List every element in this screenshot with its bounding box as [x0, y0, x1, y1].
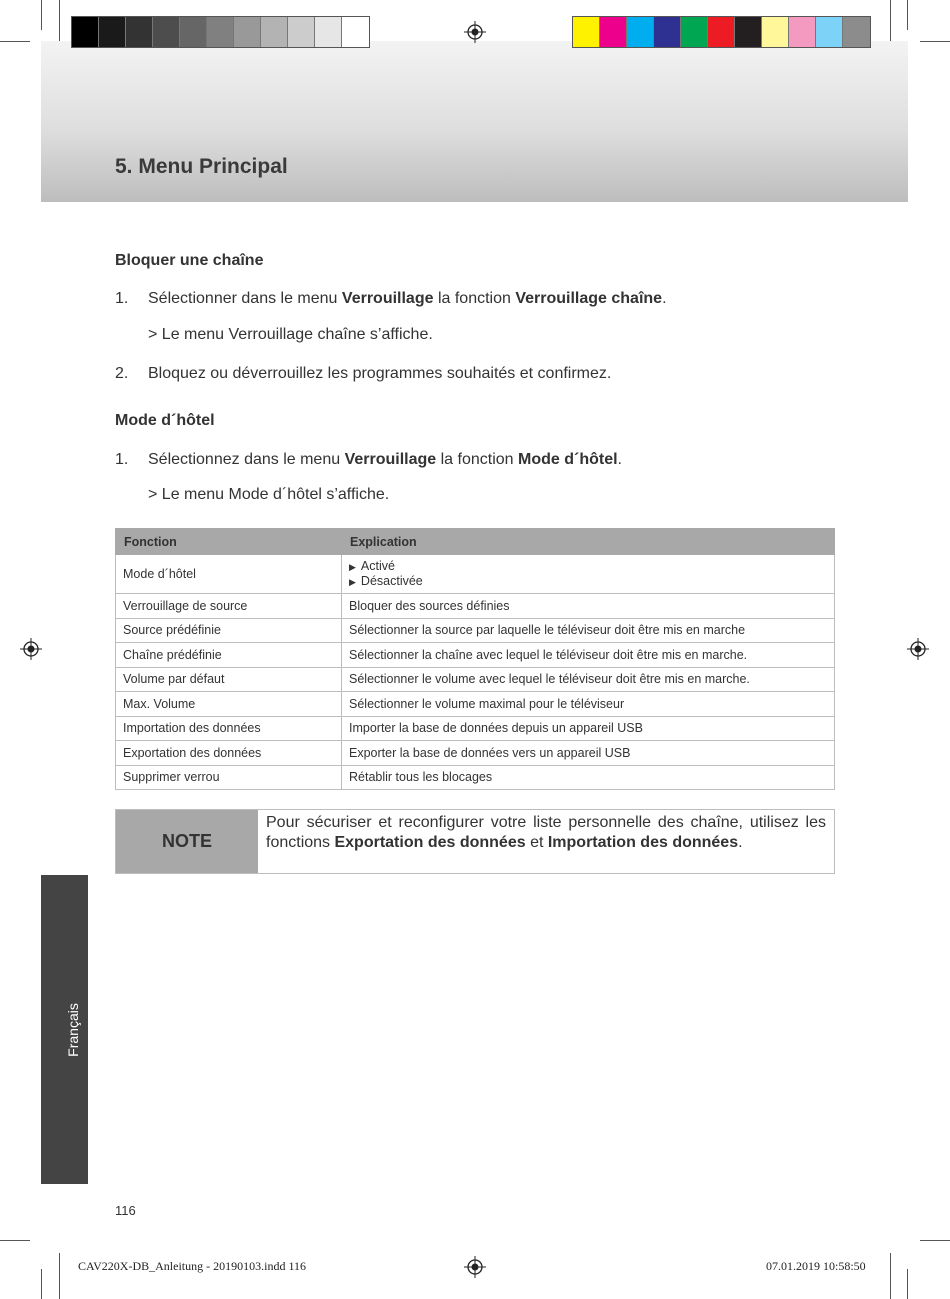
table-cell-function: Max. Volume — [116, 692, 342, 717]
note-text-part: . — [738, 833, 743, 851]
table-cell-explanation: Rétablir tous les blocages — [342, 765, 835, 790]
color-swatch — [207, 17, 234, 47]
option-item — [349, 559, 834, 574]
table-cell-function: Source prédéfinie — [116, 618, 342, 643]
color-swatch — [342, 17, 369, 47]
crop-mark — [907, 0, 908, 30]
language-label: Français — [65, 1003, 81, 1057]
table-cell-explanation: Importer la base de données depuis un appareil USB — [342, 716, 835, 741]
step-text-bold: Verrouillage — [341, 290, 434, 307]
step-text-part: . — [662, 290, 667, 307]
note-text-part: et — [525, 833, 548, 851]
step-text-part: . — [617, 451, 622, 468]
color-swatch — [573, 17, 600, 47]
table-row — [116, 716, 835, 741]
table-row — [116, 594, 835, 619]
step-number: 1. — [115, 290, 129, 307]
table-row — [116, 741, 835, 766]
color-swatch — [654, 17, 681, 47]
crop-mark — [890, 0, 891, 46]
step-text-bold: Verrouillage chaîne — [515, 290, 663, 307]
crop-mark — [41, 1269, 42, 1299]
section-heading-hotel-mode: Mode d´hôtel — [115, 412, 215, 429]
crop-mark — [59, 0, 60, 46]
step-text-bold: Mode d´hôtel — [518, 451, 618, 468]
color-swatch — [843, 17, 870, 47]
step-text — [148, 451, 622, 469]
crop-mark — [0, 1240, 30, 1241]
color-swatch — [627, 17, 654, 47]
note-text-part: Pour sécuriser et reconfigurer votre liste personnelle des chaîne, utilisez les fonctions — [266, 814, 826, 851]
triangle-bullet-icon: ▶ — [349, 577, 356, 587]
color-swatch — [600, 17, 627, 47]
page-title: 5. Menu Principal — [115, 155, 288, 178]
table-row — [116, 555, 835, 594]
table-header-cell: Fonction — [116, 529, 342, 555]
table-cell-function: Importation des données — [116, 716, 342, 741]
step-text — [148, 290, 667, 308]
step-text-part: la fonction — [436, 451, 518, 468]
process-color-bar — [572, 16, 871, 48]
option-label: Activé — [360, 559, 395, 573]
table-cell-function: Verrouillage de source — [116, 594, 342, 619]
option-item — [349, 574, 834, 589]
step-text-part: la fonction — [433, 290, 516, 307]
note-label: NOTE — [116, 810, 258, 873]
crop-mark — [41, 0, 42, 30]
registration-mark-icon — [907, 638, 929, 660]
triangle-bullet-icon: ▶ — [349, 562, 356, 572]
registration-mark-icon — [20, 638, 42, 660]
section-heading-block-channel: Bloquer une chaîne — [115, 252, 264, 269]
table-cell-explanation — [342, 555, 835, 594]
color-swatch — [315, 17, 342, 47]
table-row — [116, 765, 835, 790]
table-row — [116, 618, 835, 643]
note-text-bold: Importation des données — [547, 833, 739, 851]
crop-mark — [907, 1269, 908, 1299]
table-cell-explanation: Exporter la base de données vers un appareil USB — [342, 741, 835, 766]
table-header-cell: Explication — [342, 529, 835, 555]
step-result: > Le menu Mode d´hôtel s’affiche. — [148, 486, 390, 503]
table-cell-function: Chaîne prédéfinie — [116, 643, 342, 668]
grayscale-color-bar — [71, 16, 370, 48]
color-swatch — [72, 17, 99, 47]
step-text: Bloquez ou déverrouillez les programmes souhaités et confirmez. — [148, 365, 612, 382]
note-box — [115, 809, 835, 874]
crop-mark — [890, 1253, 891, 1299]
function-table — [115, 528, 835, 790]
step-number: 1. — [115, 451, 129, 468]
crop-mark — [920, 41, 950, 42]
table-cell-explanation: Sélectionner la chaîne avec lequel le téléviseur doit être mis en marche. — [342, 643, 835, 668]
table-cell-function: Mode d´hôtel — [116, 555, 342, 594]
table-header-row — [116, 529, 835, 555]
color-swatch — [789, 17, 816, 47]
table-cell-explanation: Sélectionner le volume avec lequel le téléviseur doit être mis en marche. — [342, 667, 835, 692]
color-swatch — [153, 17, 180, 47]
color-swatch — [261, 17, 288, 47]
crop-mark — [920, 1240, 950, 1241]
table-cell-function: Volume par défaut — [116, 667, 342, 692]
color-swatch — [126, 17, 153, 47]
footer-timestamp: 07.01.2019 10:58:50 — [766, 1259, 866, 1273]
step-text-part: Sélectionnez dans le menu — [148, 451, 345, 468]
registration-mark-icon — [464, 1256, 486, 1278]
table-cell-explanation: Bloquer des sources définies — [342, 594, 835, 619]
step-result: > Le menu Verrouillage chaîne s’affiche. — [148, 326, 433, 343]
color-swatch — [762, 17, 789, 47]
color-swatch — [681, 17, 708, 47]
color-swatch — [288, 17, 315, 47]
registration-mark-icon — [464, 21, 486, 43]
footer-file-info: CAV220X-DB_Anleitung - 20190103.indd 116 — [78, 1259, 306, 1273]
table-cell-explanation: Sélectionner le volume maximal pour le téléviseur — [342, 692, 835, 717]
step-number: 2. — [115, 365, 129, 382]
table-row — [116, 692, 835, 717]
table-cell-function: Supprimer verrou — [116, 765, 342, 790]
color-swatch — [708, 17, 735, 47]
color-swatch — [816, 17, 843, 47]
table-cell-explanation: Sélectionner la source par laquelle le téléviseur doit être mis en marche — [342, 618, 835, 643]
crop-mark — [59, 1253, 60, 1299]
page-number: 116 — [115, 1203, 136, 1218]
color-swatch — [99, 17, 126, 47]
color-swatch — [234, 17, 261, 47]
table-row — [116, 643, 835, 668]
color-swatch — [180, 17, 207, 47]
table-cell-function: Exportation des données — [116, 741, 342, 766]
note-text-bold: Exportation des données — [334, 833, 526, 851]
step-text-bold: Verrouillage — [344, 451, 437, 468]
color-swatch — [735, 17, 762, 47]
step-text-part: Sélectionner dans le menu — [148, 290, 342, 307]
note-text — [258, 810, 834, 873]
table-row — [116, 667, 835, 692]
option-label: Désactivée — [360, 574, 423, 588]
crop-mark — [0, 41, 30, 42]
